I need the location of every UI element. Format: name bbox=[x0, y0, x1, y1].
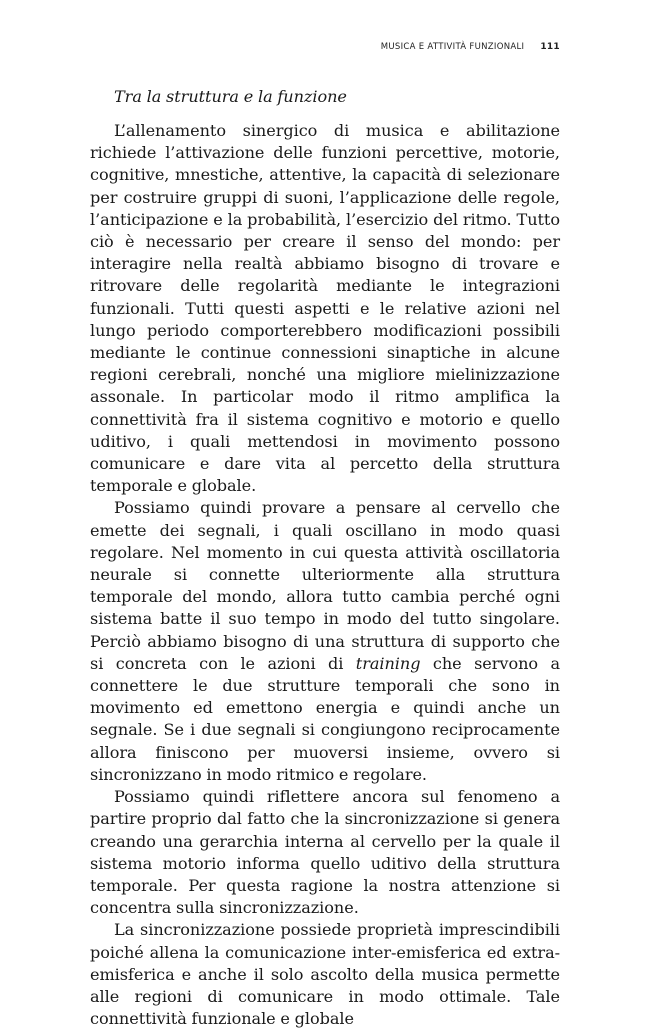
paragraph-text: che servono a connettere le due strutture temporali che sono in movimento ed emettono energia e quindi anche un segnale. Se i due segnali si congiungono reciprocamente allora finiscono per muoversi insieme, ovvero si sincronizzano in modo ritmico e regolare. bbox=[90, 653, 561, 784]
running-head bbox=[381, 42, 560, 52]
paragraph: La sincronizzazione possiede proprietà imprescindibili poiché allena la comunicazione inter-emisferica ed extra-emisferica e anche il solo ascolto della musica permette alle regioni di comunicare in modo ottimale. Tale connettività funzionale e globale bbox=[90, 920, 560, 1029]
section-title: Tra la struttura e la funzione bbox=[114, 87, 347, 106]
paragraph: L’allenamento sinergico di musica e abilitazione richiede l’attivazione delle funzioni percettive, motorie, cognitive, mnestiche, attentive, la capacità di selezionare per costruire gruppi di suoni, l’applicazione delle regole, l’anticipazione e la probabilità, l’esercizio del ritmo. Tutto ciò è necessario per creare il senso del mondo: per interagire nella realtà abbiamo bisogno di trovare e ritrovare delle regolarità mediante le integrazioni funzionali. Tutti questi aspetti e le relative azioni nel lungo periodo comporterebbero modificazioni possibili mediante le continue connessioni sinaptiche in alcune regioni cerebrali, nonché una migliore mielinizzazione assonale. In particolar modo il ritmo amplifica la connettività fra il sistema cognitivo e motorio e quello uditivo, i quali mettendosi in movimento possono comunicare e dare vita al percetto della struttura temporale e globale. bbox=[90, 121, 560, 496]
emphasis-term: training bbox=[355, 653, 421, 673]
paragraph-text: Possiamo quindi provare a pensare al cervello che emette dei segnali, i quali oscillano in modo quasi regolare. Nel momento in cui questa attività oscillatoria neurale si connette ulteriormente alla struttura temporale del mondo, allora tutto cambia perché ogni sistema batte il suo tempo in modo del tutto singolare. Perciò abbiamo bisogno di una struttura di supporto che si concreta con le azioni di bbox=[90, 498, 560, 673]
paragraph: Possiamo quindi riflettere ancora sul fenomeno a partire proprio dal fatto che la sincronizzazione si genera creando una gerarchia interna al cervello per la quale il sistema motorio informa quello uditivo della struttura temporale. Per questa ragione la nostra attenzione si concentra sulla sincronizzazione. bbox=[90, 787, 560, 918]
running-title: MUSICA E ATTIVITÀ FUNZIONALI bbox=[380, 42, 525, 52]
paragraph bbox=[90, 497, 560, 786]
page-number: 111 bbox=[540, 42, 560, 52]
body-text bbox=[90, 86, 560, 1030]
